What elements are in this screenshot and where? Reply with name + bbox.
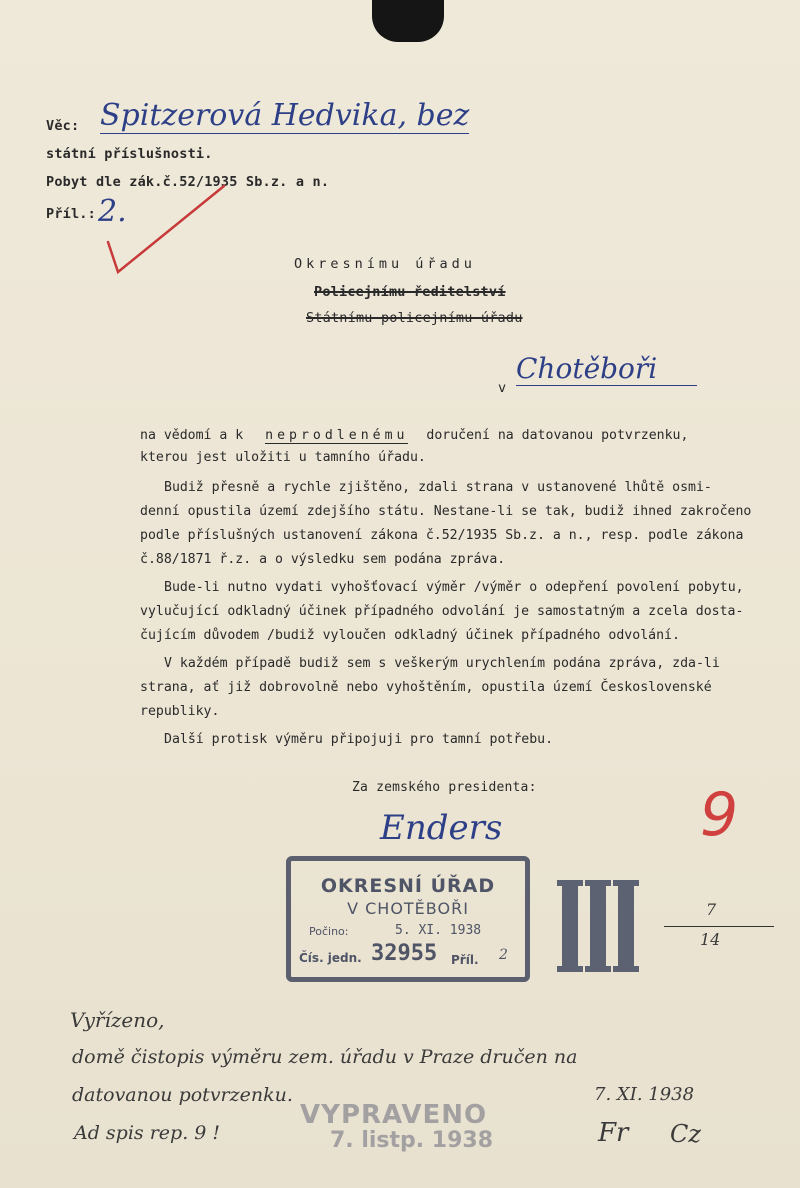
body-p2-a: Budiž přesně a rychle zjištěno, zdali strana v ustanovené lhůtě osmi- — [164, 480, 712, 495]
attachments-value: 2. — [98, 194, 127, 229]
fraction-bottom: 14 — [700, 930, 721, 949]
stamp-ref-label: Čís. jedn. — [299, 951, 362, 965]
okresni-urad-stamp — [286, 856, 530, 982]
note-line-1: Vyřízeno, — [70, 1008, 165, 1032]
stamp-city: V CHOTĚBOŘI — [347, 899, 469, 918]
attachments-label: Příl.: — [46, 206, 96, 222]
body-p3-b: vylučující odkladný účinek případného odvolání je samostatným a zcela dosta- — [140, 604, 744, 619]
note-line-2: domě čistopis výměru zem. úřadu v Praze dručen na — [72, 1046, 578, 1068]
body-p4-b: strana, ať již dobrovolně nebo vyhoštěním, opustila území Československé — [140, 680, 712, 695]
vypraveno-stamp — [300, 1100, 493, 1153]
body-p3-a: Bude-li nutno vydati vyhošťovací výměr /výměr o odepření povolení pobytu, — [164, 580, 744, 595]
addressee-city: Chotěboři — [516, 352, 697, 386]
body-p4-c: republiky. — [140, 704, 220, 719]
note-date: 7. XI. 1938 — [594, 1084, 695, 1105]
stamp-date: 5. XI. 1938 — [395, 923, 482, 938]
vypraveno-label: VYPRAVENO — [300, 1100, 488, 1130]
body-neprodlenemu: neprodlenému — [265, 428, 409, 443]
body-p1-a: na vědomí a k neprodlenému doručení na datovanou potvrzenku, — [140, 428, 689, 443]
vypraveno-date: 7. listp. 1938 — [330, 1128, 494, 1153]
body-p5: Další protisk výměru připojuji pro tamní potřebu. — [164, 732, 554, 747]
body-p2-d: č.88/1871 ř.z. a o výsledku sem podána zpráva. — [140, 552, 506, 567]
stamp-ref-number: 32955 — [371, 941, 438, 966]
signature-title: Za zemského presidenta: — [352, 780, 537, 795]
red-checkmark-icon — [100, 180, 230, 280]
vec-label: Věc: — [46, 118, 80, 134]
note-initial-2: Cz — [670, 1120, 702, 1148]
addressee-okresni-urad: Okresnímu úřadu — [294, 256, 476, 272]
stamp-attachments-label: Příl. — [451, 953, 479, 967]
note-line-3: datovanou potvrzenku. — [72, 1084, 293, 1106]
stay-law-line: Pobyt dle zák.č.52/1935 Sb.z. a n. — [46, 174, 330, 190]
vec-handwritten-name: Spitzerová Hedvika, bez — [100, 98, 470, 133]
citizenship-line: státní příslušnosti. — [46, 146, 213, 162]
addressee-struck-policejni: Policejnímu ředitelství — [314, 284, 506, 300]
fraction-top: 7 — [706, 900, 717, 919]
signature-enders: Enders — [380, 808, 503, 848]
body-p1-c: kterou jest uložiti u tamního úřadu. — [140, 450, 426, 465]
binder-hole — [372, 0, 444, 42]
addressee-struck-statni: Státnímu policejnímu úřadu — [306, 310, 523, 326]
stamp-received-label: Počino: — [309, 925, 349, 938]
red-file-number: 9 — [700, 780, 739, 850]
addressee-v-prefix: v — [498, 380, 507, 396]
body-p3-c: čujícím důvodem /budiž vyloučen odkladný účinek případného odvolání. — [140, 628, 680, 643]
body-p4-a: V každém případě budiž sem s veškerým urychlením podána zpráva, zda-li — [164, 656, 720, 671]
fraction-divider — [664, 926, 774, 927]
body-p2-b: denní opustila území zdejšího státu. Nestane-li se tak, budiž ihned zakročeno — [140, 504, 752, 519]
note-line-4: Ad spis rep. 9 ! — [74, 1122, 221, 1144]
note-initial: Fr — [598, 1118, 629, 1148]
body-p2-c: podle příslušných ustanovení zákona č.52/1935 Sb.z. a n., resp. podle zákona — [140, 528, 744, 543]
stamp-office: OKRESNÍ ÚŘAD — [320, 875, 496, 897]
stamp-attachments-value: 2 — [499, 947, 508, 963]
